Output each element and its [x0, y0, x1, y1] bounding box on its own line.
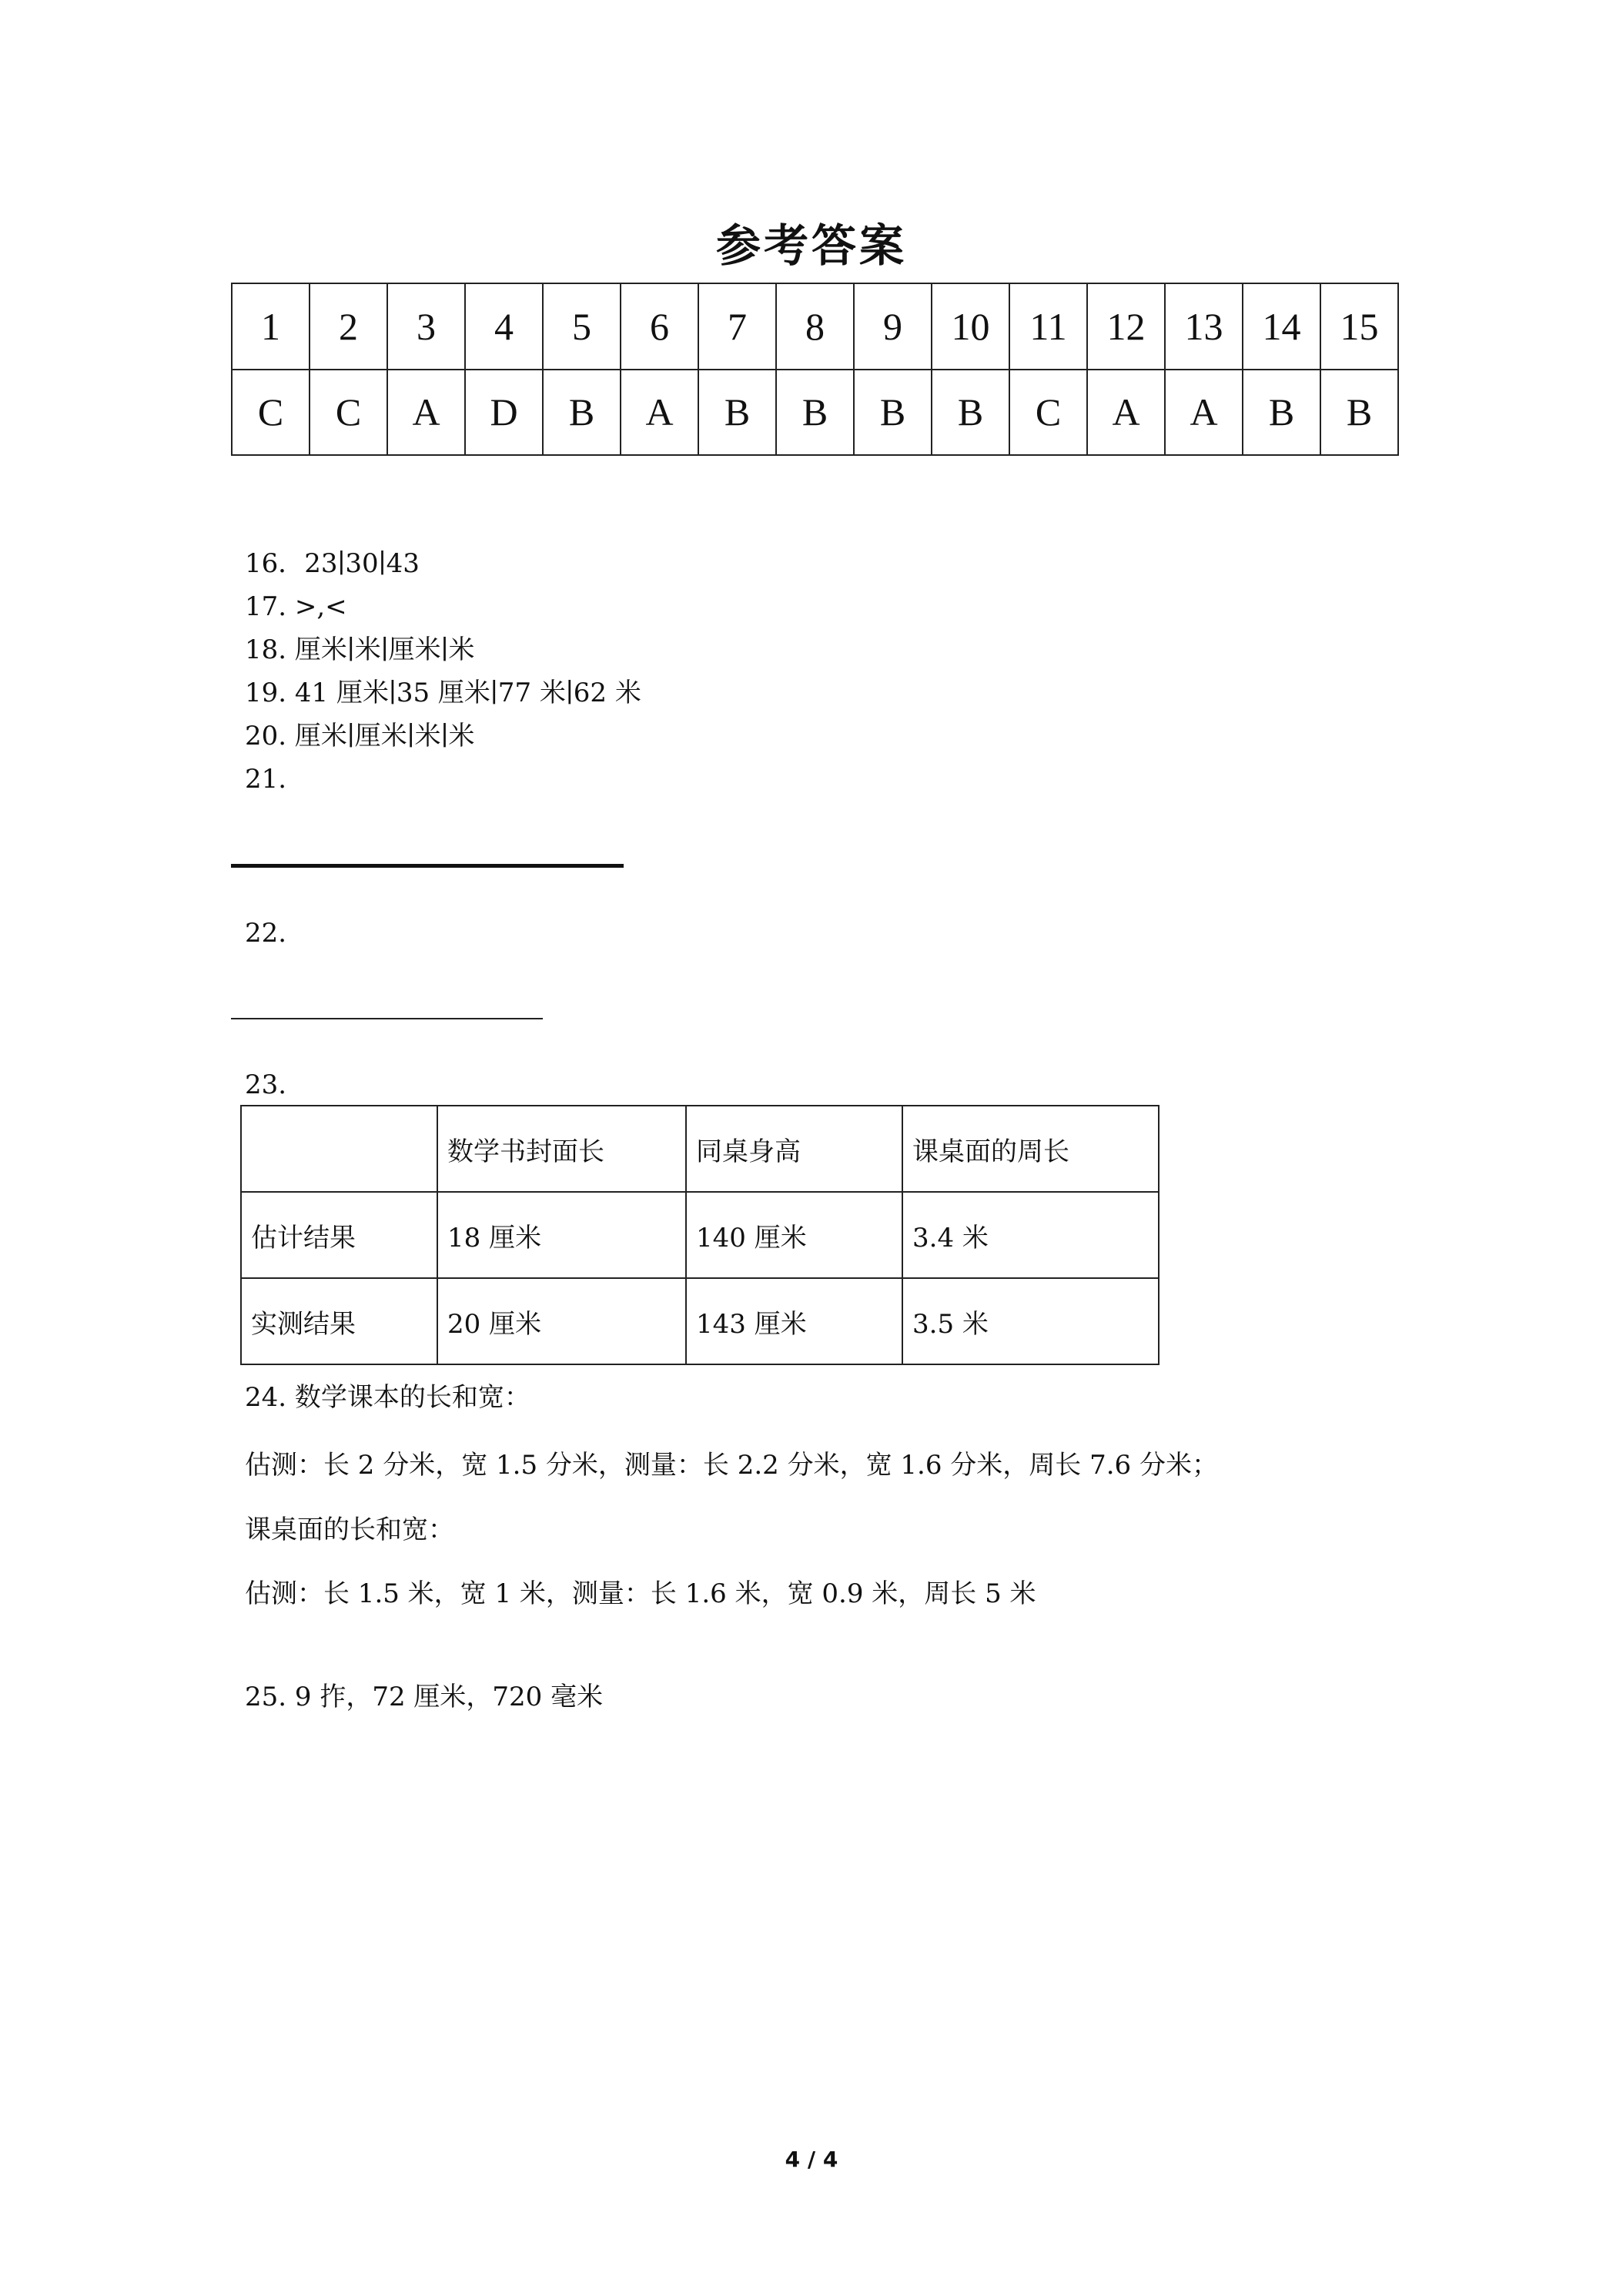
answer-number-row [232, 283, 1398, 370]
answer-23: 23. [245, 1069, 287, 1100]
answer-letter-cell: A [1165, 370, 1243, 456]
answer-letter-cell: B [543, 370, 621, 456]
answer-letter-cell: A [387, 370, 465, 456]
answer-22: 22. [245, 918, 287, 949]
answer-letter-cell: A [621, 370, 698, 456]
answer-number-cell: 12 [1087, 283, 1165, 370]
answer-letter-cell: D [465, 370, 543, 456]
answer-letter-row [232, 370, 1398, 456]
answer-17: 17. >,< [245, 591, 347, 622]
answer-24-line-3: 估测：长 1.5 米，宽 1 米，测量：长 1.6 米，宽 0.9 米，周长 5 米 [245, 1578, 1036, 1609]
page-number: 4 / 4 [785, 2147, 838, 2172]
answer-25: 25. 9 拃，72 厘米，720 毫米 [245, 1682, 604, 1712]
measurement-table [240, 1105, 1160, 1365]
answer-number-cell: 7 [698, 283, 776, 370]
measurement-row-actual [241, 1278, 1159, 1364]
drawn-line-thick [231, 864, 624, 868]
page-title: 参考答案 [715, 219, 907, 272]
answer-18: 18. 厘米∣米∣厘米∣米 [245, 634, 475, 665]
drawn-line-thin [231, 1018, 543, 1019]
answer-letter-cell: C [310, 370, 387, 456]
answer-number-cell: 15 [1320, 283, 1398, 370]
answer-table [231, 283, 1399, 456]
measurement-cell: 18 厘米 [437, 1192, 686, 1278]
answer-number-cell: 3 [387, 283, 465, 370]
answer-letter-cell: C [1009, 370, 1087, 456]
answer-letter-cell: B [1320, 370, 1398, 456]
measurement-row-estimate [241, 1192, 1159, 1278]
answer-number-cell: 4 [465, 283, 543, 370]
measurement-cell: 140 厘米 [686, 1192, 902, 1278]
measurement-header-row [241, 1106, 1159, 1192]
measurement-cell: 143 厘米 [686, 1278, 902, 1364]
answer-16: 16．23∣30∣43 [245, 548, 420, 579]
answer-24-line-1: 估测：长 2 分米，宽 1.5 分米，测量：长 2.2 分米，宽 1.6 分米，周长 7.6 分米； [245, 1450, 1218, 1481]
answer-number-cell: 1 [232, 283, 310, 370]
measurement-header-cell: 课桌面的周长 [902, 1106, 1159, 1192]
measurement-cell: 3.5 米 [902, 1278, 1159, 1364]
measurement-cell: 20 厘米 [437, 1278, 686, 1364]
answer-number-cell: 6 [621, 283, 698, 370]
answer-number-cell: 14 [1243, 283, 1320, 370]
measurement-header-cell [241, 1106, 437, 1192]
measurement-cell: 实测结果 [241, 1278, 437, 1364]
answer-number-cell: 2 [310, 283, 387, 370]
answer-number-cell: 8 [776, 283, 854, 370]
answer-letter-cell: B [854, 370, 932, 456]
answer-number-cell: 9 [854, 283, 932, 370]
measurement-cell: 3.4 米 [902, 1192, 1159, 1278]
answer-24-title: 24. 数学课本的长和宽： [245, 1382, 530, 1413]
answer-20: 20. 厘米∣厘米∣米∣米 [245, 721, 475, 751]
measurement-header-cell: 同桌身高 [686, 1106, 902, 1192]
answer-number-cell: 5 [543, 283, 621, 370]
answer-letter-cell: C [232, 370, 310, 456]
measurement-cell: 估计结果 [241, 1192, 437, 1278]
answer-number-cell: 10 [932, 283, 1009, 370]
answer-letter-cell: B [698, 370, 776, 456]
answer-number-cell: 13 [1165, 283, 1243, 370]
answer-letter-cell: B [776, 370, 854, 456]
answer-24-line-2: 课桌面的长和宽： [245, 1514, 454, 1545]
answer-19: 19. 41 厘米∣35 厘米∣77 米∣62 米 [245, 678, 641, 708]
answer-21: 21. [245, 764, 287, 795]
measurement-header-cell: 数学书封面长 [437, 1106, 686, 1192]
answer-letter-cell: B [1243, 370, 1320, 456]
answer-number-cell: 11 [1009, 283, 1087, 370]
answer-letter-cell: A [1087, 370, 1165, 456]
answer-letter-cell: B [932, 370, 1009, 456]
